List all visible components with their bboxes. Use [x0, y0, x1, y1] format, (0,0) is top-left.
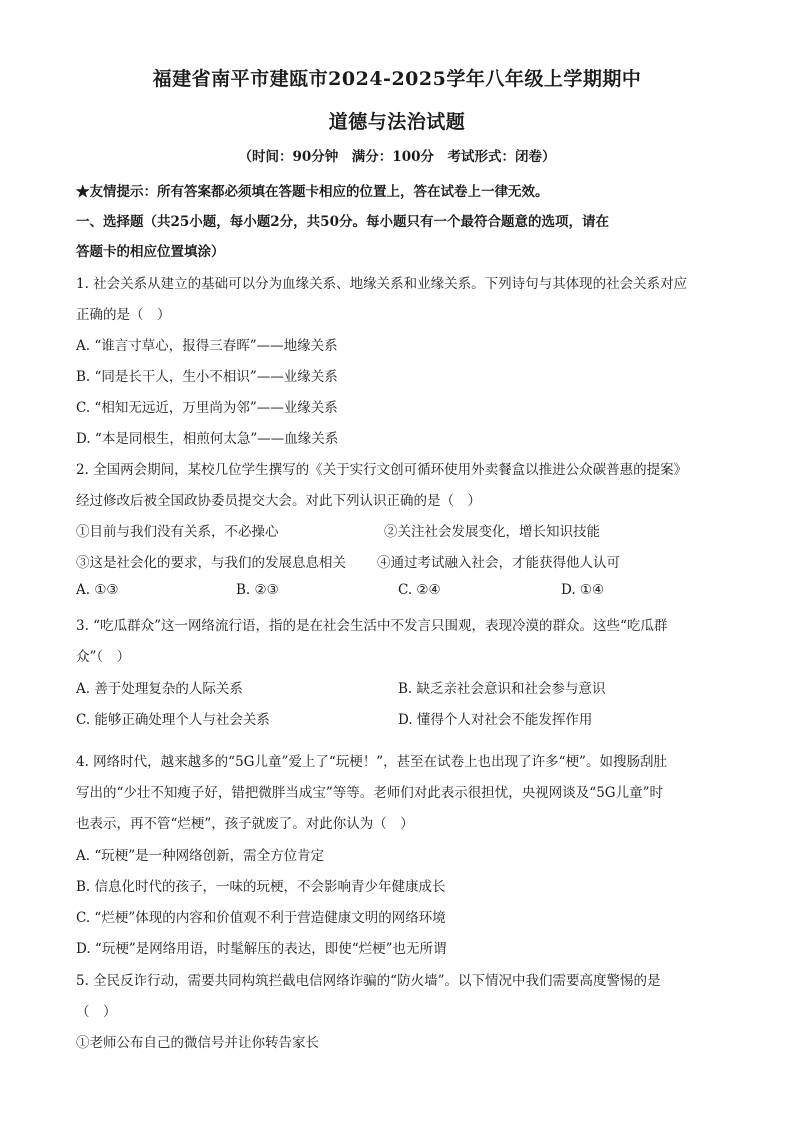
notice: ★友情提示：所有答案都必须填在答题卡相应的位置上，答在试卷上一律无效。	[76, 184, 549, 200]
q4-option-c: C. “烂梗”体现的内容和价值观不利于营造健康文明的网络环境	[76, 910, 446, 926]
q1-stem-line2: 正确的是（ ）	[76, 307, 171, 323]
q2-option-a: A. ①③	[76, 582, 119, 598]
q5-stem-line2: （ ）	[76, 1004, 117, 1020]
q4-option-a: A. “玩梗”是一种网络创新，需全方位肯定	[76, 848, 325, 864]
q2-statement-3: ③这是社会化的要求，与我们的发展息息相关	[76, 555, 346, 571]
q2-statement-4: ④通过考试融入社会，才能获得他人认可	[377, 555, 620, 571]
q2-option-b: B. ②③	[236, 582, 279, 598]
q1-option-c: C. “相知无远近，万里尚为邻”——业缘关系	[76, 400, 338, 416]
q3-stem-line2: 众”（ ）	[76, 649, 131, 665]
q2-stem-line1: 2. 全国两会期间，某校几位学生撰写的《关于实行文创可循环使用外卖餐盒以推进公众碳普惠的提案》	[76, 462, 688, 478]
q3-stem-line1: 3. “吃瓜群众”这一网络流行语，指的是在社会生活中不发言只围观，表现冷漠的群众。这些“吃瓜群	[76, 618, 668, 634]
q1-stem-line1: 1. 社会关系从建立的基础可以分为血缘关系、地缘关系和业缘关系。下列诗句与其体现的社会关系对应	[76, 276, 688, 292]
q4-stem-line2: 写出的“少壮不知瘦子好，错把微胖当成宝”等等。老师们对此表示很担忧，央视网谈及“5G儿童”时	[76, 785, 663, 801]
q2-statement-1: ①目前与我们没有关系，不必操心	[76, 524, 279, 540]
section-heading-line1: 一、选择题（共25小题，每小题2分，共50分。每小题只有一个最符合题意的选项，请在	[76, 214, 609, 230]
q2-stem-line2: 经过修改后被全国政协委员提交大会。对此下列认识正确的是（ ）	[76, 493, 481, 509]
q3-option-c: C. 能够正确处理个人与社会关系	[76, 712, 270, 728]
q5-statement-1: ①老师公布自己的微信号并让你转告家长	[76, 1035, 319, 1051]
q4-option-d: D. “玩梗”是网络用语，时髦解压的表达，即使“烂梗”也无所谓	[76, 941, 447, 957]
q4-option-b: B. 信息化时代的孩子，一味的玩梗，不会影响青少年健康成长	[76, 879, 446, 895]
q3-option-a: A. 善于处理复杂的人际关系	[76, 681, 243, 697]
q2-statement-2: ②关注社会发展变化，增长知识技能	[384, 524, 600, 540]
section-heading-line2: 答题卡的相应位置填涂）	[76, 244, 225, 260]
q1-option-b: B. “同是长干人，生小不相识”——业缘关系	[76, 369, 338, 385]
exam-title-line2: 道德与法治试题	[328, 111, 466, 133]
q1-option-d: D. “本是同根生，相煎何太急”——血缘关系	[76, 431, 339, 447]
q4-stem-line1: 4. 网络时代，越来越多的“5G儿童”爱上了“玩梗！”，甚至在试卷上也出现了许多“梗”。如搜肠刮肚	[76, 754, 667, 770]
exam-title-line1: 福建省南平市建瓯市2024-2025学年八年级上学期期中	[152, 68, 642, 90]
q5-stem-line1: 5. 全民反诈行动，需要共同构筑拦截电信网络诈骗的“防火墙”。以下情况中我们需要高度警惕的是	[76, 973, 661, 989]
q3-option-b: B. 缺乏亲社会意识和社会参与意识	[398, 681, 606, 697]
q2-option-d: D. ①④	[561, 582, 605, 598]
q3-option-d: D. 懂得个人对社会不能发挥作用	[398, 712, 593, 728]
q4-stem-line3: 也表示，再不管“烂梗”，孩子就废了。对此你认为（ ）	[76, 816, 414, 832]
q1-option-a: A. “谁言寸草心，报得三春晖”——地缘关系	[76, 338, 338, 354]
exam-meta: （时间：90分钟 满分：100分 考试形式：闭卷）	[238, 149, 556, 165]
q2-option-c: C. ②④	[398, 582, 441, 598]
